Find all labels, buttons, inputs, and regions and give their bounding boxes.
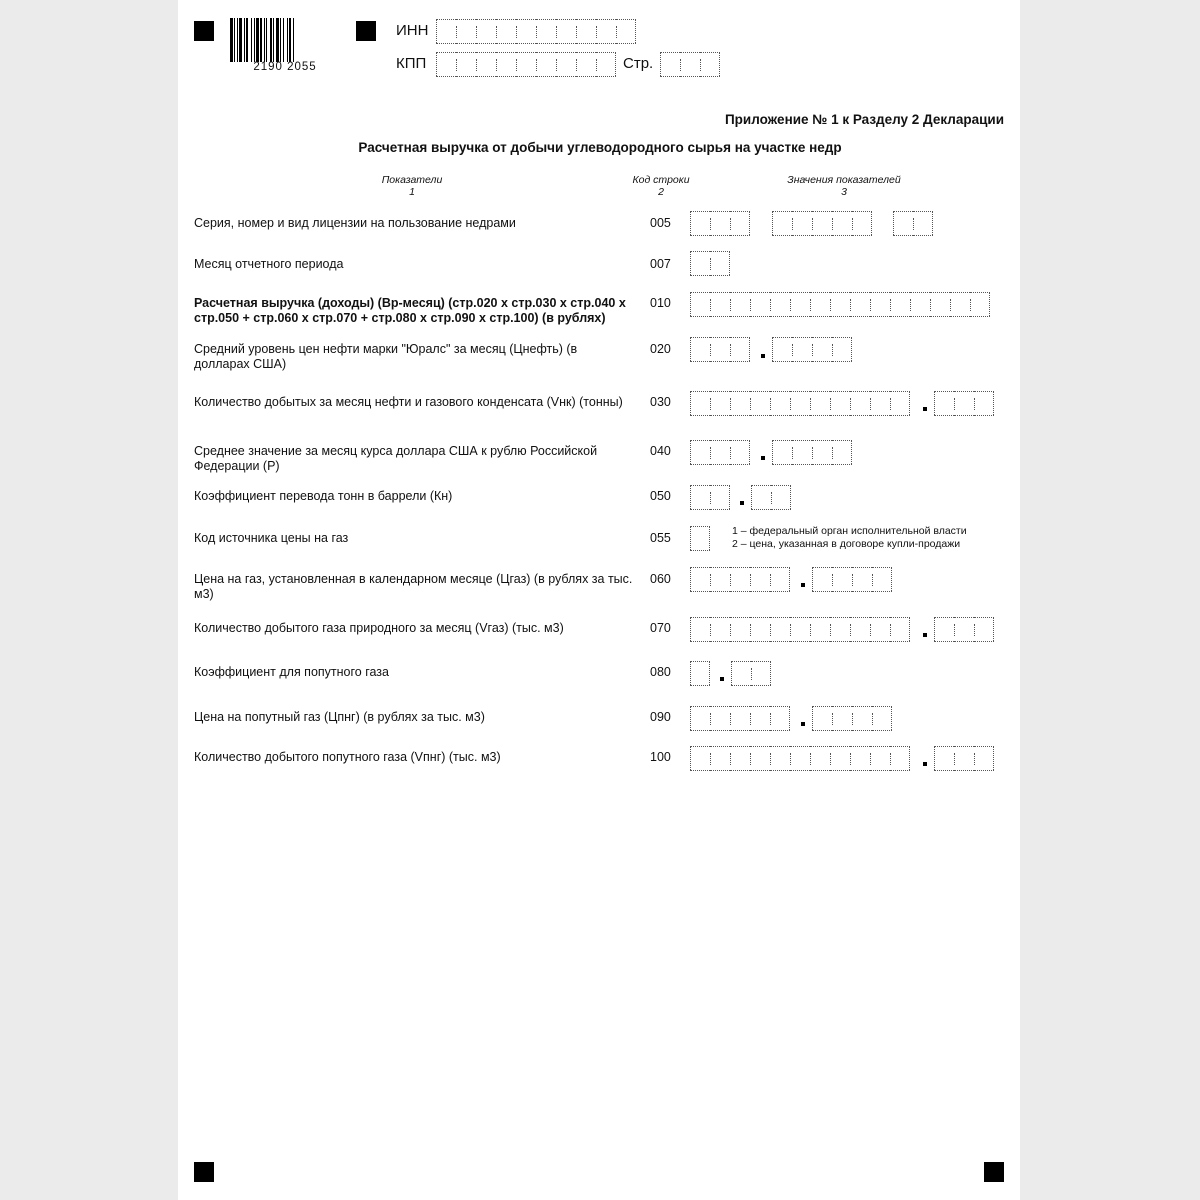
input-cell[interactable] xyxy=(710,617,730,642)
row-050-label: Коэффициент перевода тонн в баррели (Кн) xyxy=(194,489,453,503)
input-cell[interactable] xyxy=(750,706,770,731)
kpp-label: КПП xyxy=(396,55,427,72)
input-cell[interactable] xyxy=(870,746,890,771)
input-cell[interactable] xyxy=(730,337,750,362)
input-cell[interactable] xyxy=(890,391,910,416)
input-cell[interactable] xyxy=(954,617,974,642)
input-cell[interactable] xyxy=(974,391,994,416)
input-cell[interactable] xyxy=(810,746,830,771)
row-007-label: Месяц отчетного периода xyxy=(194,257,344,271)
input-cell[interactable] xyxy=(770,706,790,731)
column-header-values-text: Значения показателей xyxy=(787,174,901,186)
oil-quantity-integer-input[interactable] xyxy=(690,391,910,416)
input-cell[interactable] xyxy=(751,485,771,510)
gas-quantity-integer-input[interactable] xyxy=(690,617,910,642)
row-060-code: 060 xyxy=(650,572,671,586)
column-header-values xyxy=(744,174,944,198)
gas-price-source-option-2: 2 – цена, указанная в договоре купли-продажи xyxy=(732,538,961,550)
row-030-code: 030 xyxy=(650,395,671,409)
input-cell[interactable] xyxy=(690,617,710,642)
input-cell[interactable] xyxy=(810,292,830,317)
input-cell[interactable] xyxy=(890,746,910,771)
input-cell[interactable] xyxy=(476,52,496,77)
input-cell[interactable] xyxy=(934,391,954,416)
associated-gas-quantity-integer-input[interactable] xyxy=(690,746,910,771)
input-cell[interactable] xyxy=(750,391,770,416)
input-cell[interactable] xyxy=(790,292,810,317)
associated-gas-coefficient-integer-input[interactable] xyxy=(690,661,710,686)
column-header-indicators-number: 1 xyxy=(409,186,415,198)
input-cell[interactable] xyxy=(790,746,810,771)
input-cell[interactable] xyxy=(730,706,750,731)
gas-price-fraction-input[interactable] xyxy=(812,567,892,592)
row-070-label: Количество добытого газа природного за месяц (Vгаз) (тыс. м3) xyxy=(194,621,564,635)
calculated-revenue-input[interactable] xyxy=(690,292,990,317)
input-cell[interactable] xyxy=(810,617,830,642)
license-series-input[interactable] xyxy=(690,211,750,236)
input-cell[interactable] xyxy=(731,661,751,686)
input-cell[interactable] xyxy=(832,706,852,731)
decimal-point xyxy=(761,354,765,358)
barcode-bar xyxy=(289,18,291,62)
row-010-code: 010 xyxy=(650,296,671,310)
input-cell[interactable] xyxy=(556,52,576,77)
column-header-line-code xyxy=(611,174,711,198)
input-cell[interactable] xyxy=(536,19,556,44)
associated-gas-coefficient-fraction-input[interactable] xyxy=(731,661,771,686)
gas-price-integer-input[interactable] xyxy=(690,567,790,592)
oil-price-fraction-input[interactable] xyxy=(772,337,852,362)
barcode-bar xyxy=(287,18,288,62)
inn-label: ИНН xyxy=(396,22,429,39)
row-070-code: 070 xyxy=(650,621,671,635)
input-cell[interactable] xyxy=(771,485,791,510)
column-header-line-code-text: Код строки xyxy=(632,174,690,186)
input-cell[interactable] xyxy=(710,292,730,317)
gas-price-source-hint xyxy=(732,525,967,551)
input-cell[interactable] xyxy=(660,52,680,77)
input-cell[interactable] xyxy=(710,485,730,510)
column-header-indicators-text: Показатели xyxy=(381,174,443,186)
input-cell[interactable] xyxy=(710,746,730,771)
input-cell[interactable] xyxy=(496,19,516,44)
registration-marker-bottom-left xyxy=(194,1162,214,1182)
input-cell[interactable] xyxy=(954,746,974,771)
decimal-point xyxy=(740,501,744,505)
input-cell[interactable] xyxy=(890,292,910,317)
input-cell[interactable] xyxy=(596,52,616,77)
barcode-image xyxy=(230,18,340,62)
inn-input[interactable] xyxy=(436,19,636,44)
exchange-rate-integer-input[interactable] xyxy=(690,440,750,465)
row-080-code: 080 xyxy=(650,665,671,679)
registration-marker-top-center xyxy=(356,21,376,41)
input-cell[interactable] xyxy=(934,617,954,642)
row-020-code: 020 xyxy=(650,342,671,356)
input-cell[interactable] xyxy=(910,292,930,317)
input-cell[interactable] xyxy=(852,211,872,236)
input-cell[interactable] xyxy=(974,617,994,642)
gas-price-source-input[interactable] xyxy=(690,526,710,551)
input-cell[interactable] xyxy=(890,617,910,642)
barcode-bar xyxy=(260,18,262,62)
input-cell[interactable] xyxy=(680,52,700,77)
gas-price-source-option-1: 1 – федеральный орган исполнительной власти xyxy=(732,525,967,537)
input-cell[interactable] xyxy=(710,337,730,362)
page-label: Стр. xyxy=(623,55,654,72)
barcode-bar xyxy=(273,18,274,62)
input-cell[interactable] xyxy=(436,19,456,44)
input-cell[interactable] xyxy=(850,617,870,642)
barcode-bar xyxy=(256,18,259,62)
input-cell[interactable] xyxy=(770,391,790,416)
barrel-coefficient-fraction-input[interactable] xyxy=(751,485,791,510)
row-040-code: 040 xyxy=(650,444,671,458)
registration-marker-bottom-right xyxy=(984,1162,1004,1182)
input-cell[interactable] xyxy=(576,52,596,77)
input-cell[interactable] xyxy=(850,391,870,416)
input-cell[interactable] xyxy=(812,211,832,236)
input-cell[interactable] xyxy=(750,292,770,317)
input-cell[interactable] xyxy=(596,19,616,44)
input-cell[interactable] xyxy=(812,706,832,731)
barcode-bar xyxy=(270,18,272,62)
row-100-label: Количество добытого попутного газа (Vпнг) (тыс. м3) xyxy=(194,750,501,764)
barcode-bar xyxy=(237,18,238,62)
column-header-indicators xyxy=(312,174,512,198)
input-cell[interactable] xyxy=(730,211,750,236)
input-cell[interactable] xyxy=(710,211,730,236)
barcode-bar xyxy=(293,18,294,62)
barcode-bar xyxy=(244,18,245,62)
decimal-point xyxy=(720,677,724,681)
row-055-code: 055 xyxy=(650,531,671,545)
oil-quantity-fraction-input[interactable] xyxy=(934,391,994,416)
input-cell[interactable] xyxy=(872,567,892,592)
input-cell[interactable] xyxy=(690,292,710,317)
input-cell[interactable] xyxy=(690,337,710,362)
barcode-bar xyxy=(251,18,252,62)
row-007-code: 007 xyxy=(650,257,671,271)
barcode-bar xyxy=(276,18,279,62)
input-cell[interactable] xyxy=(792,337,812,362)
input-cell[interactable] xyxy=(690,440,710,465)
barcode-bar xyxy=(283,18,284,62)
row-005-label: Серия, номер и вид лицензии на пользование недрами xyxy=(194,216,516,230)
input-cell[interactable] xyxy=(913,211,933,236)
input-cell[interactable] xyxy=(832,211,852,236)
decimal-point xyxy=(761,456,765,460)
input-cell[interactable] xyxy=(772,440,792,465)
input-cell[interactable] xyxy=(690,251,710,276)
row-020-label: Средний уровень цен нефти марки "Юралс" за месяц (Цнефть) (в долларах США) xyxy=(194,342,578,371)
input-cell[interactable] xyxy=(516,52,536,77)
row-055-label: Код источника цены на газ xyxy=(194,531,349,545)
barrel-coefficient-integer-input[interactable] xyxy=(690,485,730,510)
decimal-point xyxy=(923,633,927,637)
input-cell[interactable] xyxy=(730,567,750,592)
row-005-code: 005 xyxy=(650,216,671,230)
input-cell[interactable] xyxy=(832,567,852,592)
input-cell[interactable] xyxy=(750,567,770,592)
row-040-label: Среднее значение за месяц курса доллара США к рублю Российской Федерации (Р) xyxy=(194,444,598,473)
input-cell[interactable] xyxy=(810,391,830,416)
input-cell[interactable] xyxy=(790,391,810,416)
input-cell[interactable] xyxy=(710,706,730,731)
input-cell[interactable] xyxy=(893,211,913,236)
input-cell[interactable] xyxy=(870,617,890,642)
barcode-bar xyxy=(280,18,281,62)
kpp-input[interactable] xyxy=(436,52,616,77)
input-cell[interactable] xyxy=(690,485,710,510)
input-cell[interactable] xyxy=(690,706,710,731)
input-cell[interactable] xyxy=(690,746,710,771)
input-cell[interactable] xyxy=(730,746,750,771)
input-cell[interactable] xyxy=(872,706,892,731)
input-cell[interactable] xyxy=(934,746,954,771)
input-cell[interactable] xyxy=(850,292,870,317)
page-number-input[interactable] xyxy=(660,52,720,77)
input-cell[interactable] xyxy=(770,617,790,642)
input-cell[interactable] xyxy=(556,19,576,44)
input-cell[interactable] xyxy=(690,391,710,416)
input-cell[interactable] xyxy=(792,211,812,236)
input-cell[interactable] xyxy=(790,617,810,642)
barcode-bar xyxy=(254,18,255,62)
barcode-bar xyxy=(246,18,248,62)
input-cell[interactable] xyxy=(812,337,832,362)
decimal-point xyxy=(923,762,927,766)
input-cell[interactable] xyxy=(476,19,496,44)
column-header-values-number: 3 xyxy=(841,186,847,198)
decimal-point xyxy=(801,583,805,587)
input-cell[interactable] xyxy=(730,440,750,465)
input-cell[interactable] xyxy=(710,391,730,416)
input-cell[interactable] xyxy=(772,211,792,236)
row-100-code: 100 xyxy=(650,750,671,764)
input-cell[interactable] xyxy=(812,440,832,465)
input-cell[interactable] xyxy=(690,211,710,236)
input-cell[interactable] xyxy=(832,337,852,362)
row-090-label: Цена на попутный газ (Цпнг) (в рублях за тыс. м3) xyxy=(194,710,485,724)
input-cell[interactable] xyxy=(536,52,556,77)
input-cell[interactable] xyxy=(974,746,994,771)
barcode-bar xyxy=(266,18,267,62)
month-input[interactable] xyxy=(690,251,730,276)
input-cell[interactable] xyxy=(496,52,516,77)
input-cell[interactable] xyxy=(812,567,832,592)
input-cell[interactable] xyxy=(930,292,950,317)
input-cell[interactable] xyxy=(830,617,850,642)
input-cell[interactable] xyxy=(870,292,890,317)
associated-gas-quantity-fraction-input[interactable] xyxy=(934,746,994,771)
barcode-number: 2190 2055 xyxy=(253,61,317,73)
input-cell[interactable] xyxy=(750,617,770,642)
input-cell[interactable] xyxy=(700,52,720,77)
associated-gas-price-integer-input[interactable] xyxy=(690,706,790,731)
appendix-title: Приложение № 1 к Разделу 2 Декларации xyxy=(724,112,1004,127)
input-cell[interactable] xyxy=(730,292,750,317)
column-header-line-code-number: 2 xyxy=(658,186,664,198)
input-cell[interactable] xyxy=(690,661,710,686)
input-cell[interactable] xyxy=(710,567,730,592)
decimal-point xyxy=(923,407,927,411)
input-cell[interactable] xyxy=(576,19,596,44)
input-cell[interactable] xyxy=(950,292,970,317)
input-cell[interactable] xyxy=(772,337,792,362)
row-010-label: Расчетная выручка (доходы) (Вр-месяц) (стр.020 х стр.030 х стр.040 х стр.050 + стр.060 х стр.070 + стр.080 х стр.090 х стр.100) (в рублях) xyxy=(194,296,626,325)
form-title: Расчетная выручка от добычи углеводородного сырья на участке недр xyxy=(358,140,842,155)
input-cell[interactable] xyxy=(954,391,974,416)
barcode-bar xyxy=(264,18,265,62)
input-cell[interactable] xyxy=(751,661,771,686)
input-cell[interactable] xyxy=(770,746,790,771)
input-cell[interactable] xyxy=(870,391,890,416)
input-cell[interactable] xyxy=(792,440,812,465)
barcode-bar xyxy=(230,18,233,62)
registration-marker-top-left xyxy=(194,21,214,41)
input-cell[interactable] xyxy=(456,19,476,44)
row-030-label: Количество добытых за месяц нефти и газового конденсата (Vнк) (тонны) xyxy=(194,395,623,409)
oil-price-integer-input[interactable] xyxy=(690,337,750,362)
input-cell[interactable] xyxy=(730,617,750,642)
input-cell[interactable] xyxy=(436,52,456,77)
barcode-bar xyxy=(234,18,235,62)
input-cell[interactable] xyxy=(832,440,852,465)
row-090-code: 090 xyxy=(650,710,671,724)
input-cell[interactable] xyxy=(852,706,872,731)
input-cell[interactable] xyxy=(710,251,730,276)
input-cell[interactable] xyxy=(830,292,850,317)
license-number-input[interactable] xyxy=(772,211,872,236)
exchange-rate-fraction-input[interactable] xyxy=(772,440,852,465)
barcode-bar xyxy=(239,18,242,62)
input-cell[interactable] xyxy=(850,746,870,771)
gas-quantity-fraction-input[interactable] xyxy=(934,617,994,642)
input-cell[interactable] xyxy=(456,52,476,77)
input-cell[interactable] xyxy=(770,567,790,592)
input-cell[interactable] xyxy=(690,567,710,592)
input-cell[interactable] xyxy=(852,567,872,592)
input-cell[interactable] xyxy=(710,440,730,465)
row-060-label: Цена на газ, установленная в календарном месяце (Цгаз) (в рублях за тыс. м3) xyxy=(194,572,633,601)
row-080-label: Коэффициент для попутного газа xyxy=(194,665,389,679)
decimal-point xyxy=(801,722,805,726)
associated-gas-price-fraction-input[interactable] xyxy=(812,706,892,731)
row-050-code: 050 xyxy=(650,489,671,503)
input-cell[interactable] xyxy=(516,19,536,44)
input-cell[interactable] xyxy=(770,292,790,317)
license-type-input[interactable] xyxy=(893,211,933,236)
input-cell[interactable] xyxy=(970,292,990,317)
input-cell[interactable] xyxy=(690,526,710,551)
input-cell[interactable] xyxy=(730,391,750,416)
input-cell[interactable] xyxy=(830,391,850,416)
input-cell[interactable] xyxy=(616,19,636,44)
input-cell[interactable] xyxy=(830,746,850,771)
input-cell[interactable] xyxy=(750,746,770,771)
